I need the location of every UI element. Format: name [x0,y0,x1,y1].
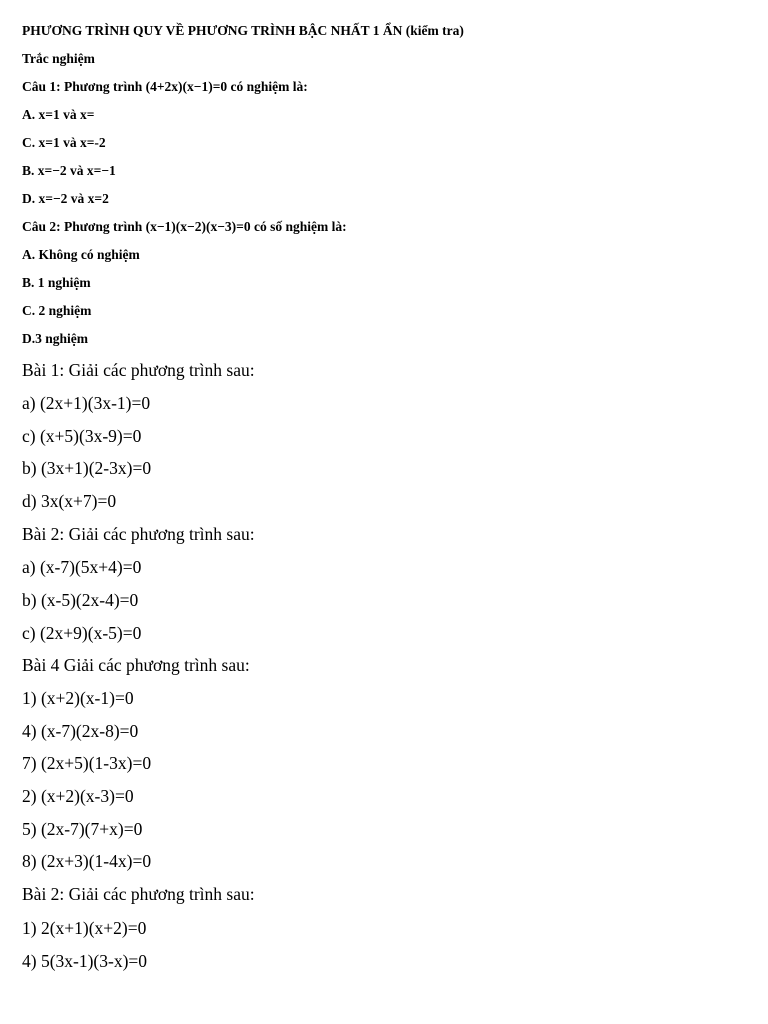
exercise-1-item: d) 3x(x+7)=0 [22,491,117,511]
exercise-1-heading: Bài 1: Giải các phương trình sau: [22,360,255,380]
exercise-4-item: 7) (2x+5)(1-3x)=0 [22,753,152,773]
exercise-4-item: 2) (x+2)(x-3)=0 [22,786,134,806]
question-2-option: C. 2 nghiệm [22,303,92,318]
question-2-option: D.3 nghiệm [22,331,89,346]
question-1-option: C. x=1 và x=-2 [22,135,106,150]
exercise-2-item: c) (2x+9)(x-5)=0 [22,623,142,643]
exercise-2b-heading: Bài 2: Giải các phương trình sau: [22,884,255,904]
question-1-option: A. x=1 và x= [22,107,95,122]
document-title: PHƯƠNG TRÌNH QUY VỀ PHƯƠNG TRÌNH BẬC NHẤT 1 ẨN (kiểm tra) [22,23,464,38]
question-1-option: B. x=−2 và x=−1 [22,163,116,178]
exercise-2-item: b) (x-5)(2x-4)=0 [22,590,139,610]
exercise-1-item: a) (2x+1)(3x-1)=0 [22,393,151,413]
question-1: Câu 1: Phương trình (4+2x)(x−1)=0 có nghiệm là: [22,79,308,94]
exercise-2b-item: 1) 2(x+1)(x+2)=0 [22,918,147,938]
exercise-4-item: 1) (x+2)(x-1)=0 [22,688,134,708]
exercise-2b-item: 4) 5(3x-1)(3-x)=0 [22,951,148,971]
exercise-2-item: a) (x-7)(5x+4)=0 [22,557,142,577]
exercise-1-item: c) (x+5)(3x-9)=0 [22,426,142,446]
exercise-1-item: b) (3x+1)(2-3x)=0 [22,458,152,478]
exercise-4-item: 4) (x-7)(2x-8)=0 [22,721,139,741]
question-2-option: B. 1 nghiệm [22,275,91,290]
section-heading-multiple-choice: Trắc nghiệm [22,51,95,66]
exercise-4-item: 5) (2x-7)(7+x)=0 [22,819,143,839]
exercise-4-item: 8) (2x+3)(1-4x)=0 [22,851,152,871]
exercise-4-heading: Bài 4 Giải các phương trình sau: [22,655,250,675]
question-1-option: D. x=−2 và x=2 [22,191,109,206]
question-2: Câu 2: Phương trình (x−1)(x−2)(x−3)=0 có số nghiệm là: [22,219,347,234]
exercise-2-heading: Bài 2: Giải các phương trình sau: [22,524,255,544]
question-2-option: A. Không có nghiệm [22,247,140,262]
